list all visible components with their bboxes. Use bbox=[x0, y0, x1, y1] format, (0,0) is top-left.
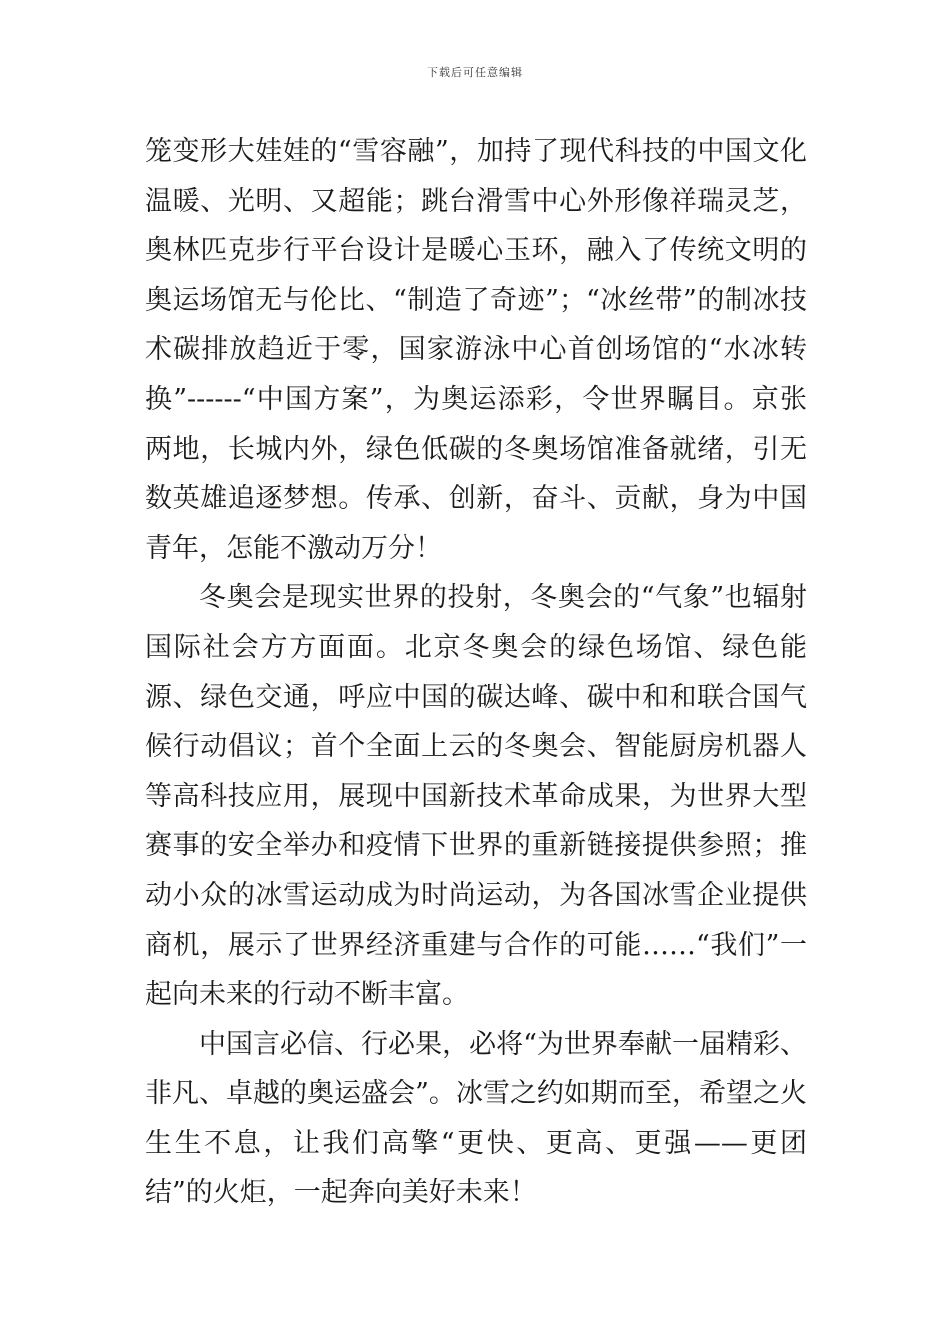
paragraph-winter-olympics-reflection: 冬奥会是现实世界的投射，冬奥会的“气象”也辐射国际社会方方面面。北京冬奥会的绿色场馆、绿色能源、绿色交通，呼应中国的碳达峰、碳中和和联合国气候行动倡议；首个全面上云的冬奥会、智能厨房机器人等高科技应用，展现中国新技术革命成果，为世界大型赛事的安全举办和疫情下世界的重新链接提供参照；推动小众的冰雪运动成为时尚运动，为各国冰雪企业提供商机，展示了世界经济重建与合作的可能……“我们”一起向未来的行动不断丰富。 bbox=[145, 582, 807, 1011]
paragraph-continued: 笼变形大娃娃的“雪容融”，加持了现代科技的中国文化温暖、光明、又超能；跳台滑雪中心外形像祥瑞灵芝，奥林匹克步行平台设计是暖心玉环，融入了传统文明的奥运场馆无与伦比、“制造了奇迹”；“冰丝带”的制冰技术碳排放趋近于零，国家游泳中心首创场馆的“水冰转换”------“中国方案”，为奥运添彩，令世界瞩目。京张两地，长城内外，绿色低碳的冬奥场馆准备就绪，引无数英雄追逐梦想。传承、创新，奋斗、贡献，身为中国青年，怎能不激动万分！ bbox=[145, 136, 807, 564]
body-text bbox=[145, 127, 807, 1218]
paragraph-closing: 中国言必信、行必果，必将“为世界奉献一届精彩、非凡、卓越的奥运盛会”。冰雪之约如期而至，希望之火生生不息，让我们高擎“更快、更高、更强——更团结”的火炬，一起奔向美好未来！ bbox=[145, 1028, 807, 1209]
header-note: 下载后可任意编辑 bbox=[427, 66, 523, 79]
